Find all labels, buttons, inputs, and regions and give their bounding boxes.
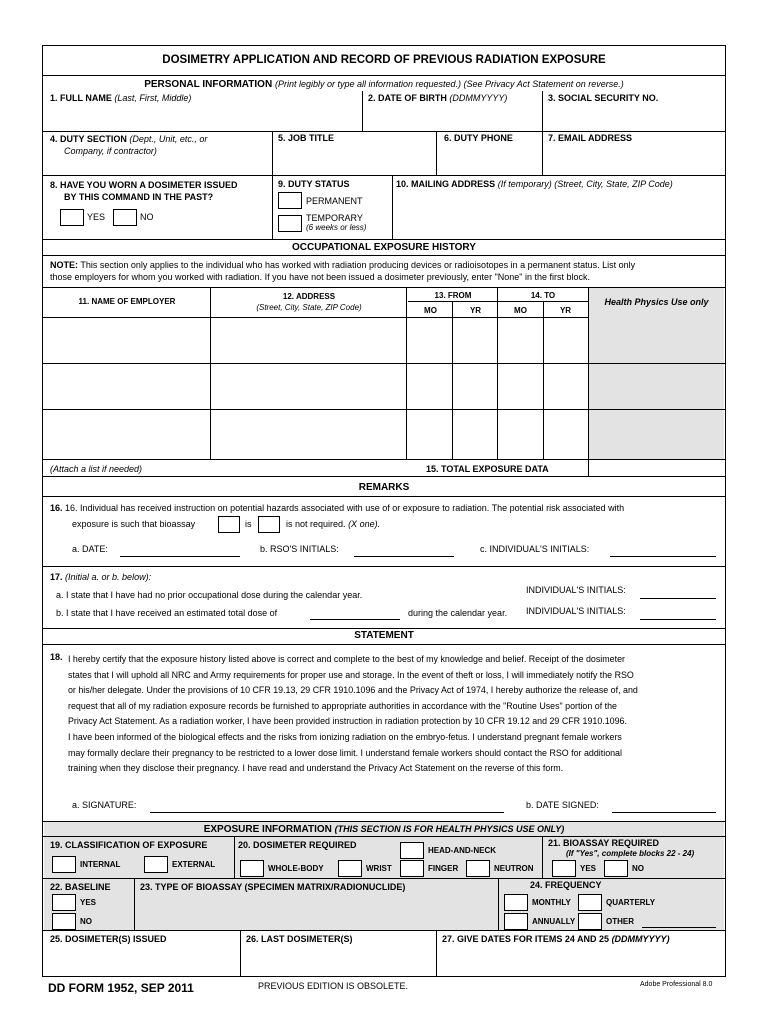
duty-status-temporary-note: (6 weeks or less)	[306, 223, 367, 232]
bioassay-no-label: NO	[632, 864, 644, 873]
duty-section-label: 4. DUTY SECTION (Dept., Unit, etc., or Company, if contractor)	[50, 134, 208, 156]
job-title-field[interactable]	[274, 148, 434, 174]
occupational-history-header: OCCUPATIONAL EXPOSURE HISTORY	[292, 242, 476, 253]
item-18-number: 18.	[50, 652, 63, 662]
from-year-header: YR	[469, 306, 482, 315]
mailing-address-field[interactable]	[396, 193, 722, 237]
full-name-field[interactable]	[44, 106, 360, 130]
finger-label: FINGER	[428, 864, 459, 873]
external-checkbox[interactable]	[144, 856, 168, 873]
item-16-line1: 16. Individual has received instruction on potential hazards associated with use of or exposure to radiation. The potential risk associated with	[65, 503, 625, 513]
item-17a-initials-field[interactable]	[640, 598, 716, 599]
internal-label: INTERNAL	[80, 860, 121, 869]
bioassay-is-label: is	[245, 519, 252, 529]
item-16-line2: exposure is such that bioassay	[72, 519, 196, 529]
to-month-header: MO	[514, 306, 527, 315]
bioassay-type-field[interactable]	[138, 894, 496, 928]
duty-status-permanent-checkbox[interactable]	[278, 192, 302, 209]
duty-status-label: 9. DUTY STATUS	[278, 179, 350, 189]
item-27-field[interactable]	[438, 946, 722, 974]
form-title: DOSIMETRY APPLICATION AND RECORD OF PREVIOUS RADIATION EXPOSURE	[162, 54, 606, 66]
employer-row-1[interactable]	[44, 319, 208, 361]
signature-field[interactable]	[150, 812, 504, 813]
date-of-birth-field[interactable]	[364, 106, 540, 130]
annually-checkbox[interactable]	[504, 913, 528, 930]
address-column-hint: (Street, City, State, ZIP Code)	[256, 303, 362, 312]
item-17b-text: b. I state that I have received an estimated total dose of	[56, 608, 278, 618]
wrist-checkbox[interactable]	[338, 860, 362, 877]
finger-checkbox[interactable]	[400, 860, 424, 877]
statement-header: STATEMENT	[354, 630, 414, 641]
health-physics-shaded-area	[589, 288, 724, 459]
item-17a-initials-label: INDIVIDUAL'S INITIALS:	[526, 585, 626, 595]
monthly-label: MONTHLY	[532, 898, 571, 907]
baseline-label: 22. BASELINE	[50, 882, 111, 892]
employer-column-header: 11. NAME OF EMPLOYER	[78, 297, 176, 306]
from-column-header: 13. FROM	[434, 291, 472, 300]
personal-info-note: (Print legibly or type all information requested.) (See Privacy Act Statement on reverse.)	[274, 79, 624, 89]
duty-status-permanent-label: PERMANENT	[306, 196, 363, 206]
duty-status-temporary-label: TEMPORARY	[306, 213, 363, 223]
history-note: NOTE: This section only applies to the individual who has worked with radiation producing devices or radioisotopes in a permanent status. List only those employers for whom you worked with radiation. If you have not been issued a dosimeter previously, enter "None" in the first block.	[50, 260, 636, 282]
item-17b-initials-field[interactable]	[640, 619, 716, 620]
frequency-label: 24. FREQUENCY	[530, 880, 602, 890]
statement-text	[68, 652, 720, 777]
statement-line: or his/her delegate. Under the provisions of 10 CFR 19.13, 29 CFR 1910.1096 and the Privacy Act of 1974, I hereby authorize the release of, and	[68, 685, 638, 696]
worn-dosimeter-yes-checkbox[interactable]	[60, 209, 84, 226]
classification-label: 19. CLASSIFICATION OF EXPOSURE	[50, 840, 208, 850]
item-27-label: 27. GIVE DATES FOR ITEMS 24 AND 25 (DDMMYYYY)	[442, 934, 670, 944]
duty-phone-field[interactable]	[438, 148, 540, 174]
personal-info-header	[44, 79, 724, 90]
baseline-yes-checkbox[interactable]	[52, 894, 76, 911]
quarterly-checkbox[interactable]	[578, 894, 602, 911]
bioassay-is-not-checkbox[interactable]	[258, 516, 280, 533]
mailing-address-label: 10. MAILING ADDRESS (If temporary) (Street, City, State, ZIP Code)	[396, 179, 673, 189]
email-label: 7. EMAIL ADDRESS	[548, 133, 633, 143]
ssn-field[interactable]	[544, 106, 722, 130]
estimated-dose-field[interactable]	[310, 619, 400, 620]
remarks-date-label: a. DATE:	[72, 544, 108, 554]
head-and-neck-checkbox[interactable]	[400, 842, 424, 859]
bioassay-is-checkbox[interactable]	[218, 516, 240, 533]
statement-line: request that all of my radiation exposure records be furnished to appropriate authorities in accordance with the "Routine Uses" portion of the	[68, 700, 617, 711]
address-column-header: 12. ADDRESS	[282, 292, 336, 301]
external-label: EXTERNAL	[172, 860, 216, 869]
personal-info-title: PERSONAL INFORMATION	[144, 79, 273, 90]
duty-phone-label: 6. DUTY PHONE	[444, 133, 513, 143]
signature-label: a. SIGNATURE:	[72, 800, 137, 810]
employer-row-3[interactable]	[44, 411, 208, 457]
bioassay-yes-checkbox[interactable]	[552, 860, 576, 877]
rso-initials-field[interactable]	[354, 556, 454, 557]
ssn-label: 3. SOCIAL SECURITY NO.	[548, 93, 659, 103]
to-column-header: 14. TO	[530, 291, 556, 300]
statement-line: I have been informed of the biological effects and the risks from ionizing radiation on the embryo-fetus. I understand pregnant female workers	[68, 731, 622, 742]
to-year-header: YR	[559, 306, 572, 315]
item-16-text	[50, 503, 624, 513]
individual-initials-label: c. INDIVIDUAL'S INITIALS:	[480, 544, 590, 554]
bioassay-required-note: (If "Yes", complete blocks 22 - 24)	[566, 849, 695, 858]
item-17b-initials-label: INDIVIDUAL'S INITIALS:	[526, 606, 626, 616]
attach-list-note: (Attach a list if needed)	[50, 464, 143, 474]
neutron-label: NEUTRON	[494, 864, 534, 873]
full-name-label: 1. FULL NAME (Last, First, Middle)	[50, 93, 192, 103]
email-field[interactable]	[544, 148, 722, 174]
item-17-label: 17. (Initial a. or b. below):	[50, 572, 152, 582]
monthly-checkbox[interactable]	[504, 894, 528, 911]
statement-line: may formally declare their pregnancy to be restricted to a lower dose limit. I understand female workers should contact the RSO for additional	[68, 747, 622, 758]
software-note: Adobe Professional 8.0	[640, 981, 713, 988]
neutron-checkbox[interactable]	[466, 860, 490, 877]
exposure-info-header: EXPOSURE INFORMATION (THIS SECTION IS FOR HEALTH PHYSICS USE ONLY)	[203, 824, 565, 835]
remarks-date-field[interactable]	[120, 556, 240, 557]
date-of-birth-label: 2. DATE OF BIRTH (DDMMYYYY)	[368, 93, 508, 103]
rso-initials-label: b. RSO'S INITIALS:	[260, 544, 339, 554]
baseline-no-label: NO	[80, 917, 92, 926]
whole-body-checkbox[interactable]	[240, 860, 264, 877]
bioassay-required-label: 21. BIOASSAY REQUIRED	[548, 838, 660, 848]
from-month-header: MO	[424, 306, 437, 315]
edition-notice: PREVIOUS EDITION IS OBSOLETE.	[258, 981, 409, 991]
last-dosimeters-field[interactable]	[242, 946, 434, 974]
worn-dosimeter-no-checkbox[interactable]	[113, 209, 137, 226]
item-17a-text: a. I state that I have had no prior occupational dose during the calendar year.	[56, 590, 363, 600]
worn-dosimeter-no-label: NO	[140, 212, 154, 222]
statement-line: training when they disclose their pregnancy. I have read and understand the Privacy Act Statement on the reverse of this form.	[68, 763, 564, 774]
form-number: DD FORM 1952, SEP 2011	[48, 981, 194, 995]
total-exposure-field[interactable]	[590, 461, 722, 475]
job-title-label: 5. JOB TITLE	[278, 133, 335, 143]
bioassay-yes-label: YES	[580, 864, 597, 873]
item-16-number: 16.	[50, 503, 66, 513]
whole-body-label: WHOLE-BODY	[268, 864, 324, 873]
wrist-label: WRIST	[366, 864, 392, 873]
date-signed-field[interactable]	[612, 812, 716, 813]
baseline-no-checkbox[interactable]	[52, 913, 76, 930]
remarks-header: REMARKS	[358, 482, 410, 493]
quarterly-label: QUARTERLY	[606, 898, 656, 907]
internal-checkbox[interactable]	[52, 856, 76, 873]
statement-line: I hereby certify that the exposure history listed above is correct and complete to the best of my knowledge and belief. Receipt of the dosimeter	[68, 654, 625, 664]
bioassay-no-checkbox[interactable]	[604, 860, 628, 877]
head-and-neck-label: HEAD-AND-NECK	[428, 846, 496, 855]
worn-dosimeter-yes-label: YES	[87, 212, 106, 222]
other-frequency-label: OTHER	[606, 917, 634, 926]
dosimeter-required-label: 20. DOSIMETER REQUIRED	[238, 840, 357, 850]
bioassay-is-not-label: is not required. (X one).	[286, 519, 381, 529]
item-17b-suffix: during the calendar year.	[408, 608, 508, 618]
date-signed-label: b. DATE SIGNED:	[526, 800, 599, 810]
statement-line: Privacy Act Statement. As a radiation worker, I have been provided instruction in radiation protection by 10 CFR 19.12 and 29 CFR 1910.1096.	[68, 716, 627, 727]
annually-label: ANNUALLY	[532, 917, 576, 926]
dosimeters-issued-label: 25. DOSIMETER(S) ISSUED	[50, 934, 167, 944]
other-frequency-field[interactable]	[642, 927, 716, 928]
individual-initials-field[interactable]	[610, 556, 716, 557]
dosimeters-issued-field[interactable]	[44, 946, 238, 974]
dosimeter-history-label: 8. HAVE YOU WORN A DOSIMETER ISSUED BY THIS COMMAND IN THE PAST?	[50, 180, 238, 202]
last-dosimeters-label: 26. LAST DOSIMETER(S)	[246, 934, 353, 944]
bioassay-type-label: 23. TYPE OF BIOASSAY (SPECIMEN MATRIX/RADIONUCLIDE)	[140, 882, 406, 892]
health-physics-use-only: Health Physics Use only	[604, 297, 709, 307]
employer-row-2[interactable]	[44, 365, 208, 407]
other-frequency-checkbox[interactable]	[578, 913, 602, 930]
duty-status-temporary-checkbox[interactable]	[278, 215, 302, 232]
statement-line: states that I will uphold all NRC and Army requirements for proper use and storage. In the event of theft or loss, I will immediately notify the RSO	[68, 669, 634, 680]
total-exposure-label: 15. TOTAL EXPOSURE DATA	[426, 464, 549, 474]
baseline-yes-label: YES	[80, 898, 97, 907]
